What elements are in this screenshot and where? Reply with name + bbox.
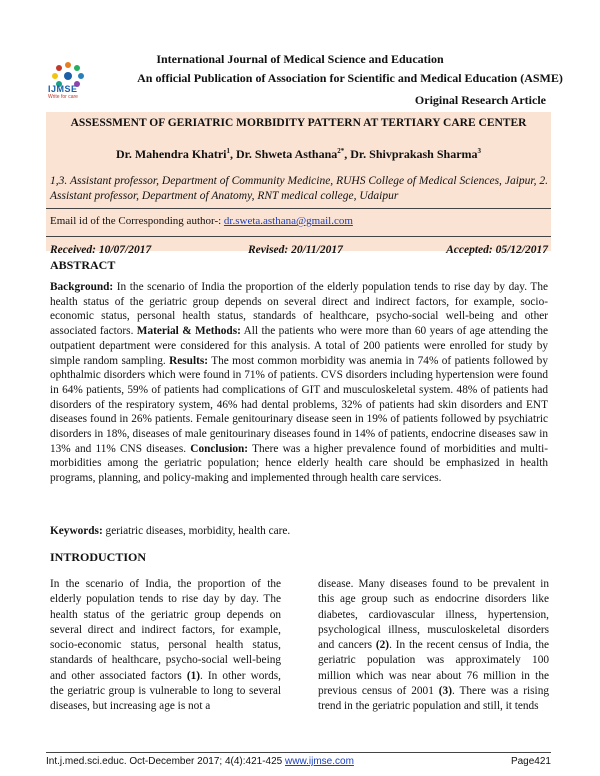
intro-column-left: [50, 577, 281, 715]
conclusion-label: Conclusion:: [190, 442, 249, 455]
author-sup: 3: [477, 147, 482, 155]
footer-divider: [46, 752, 551, 753]
intro-text: . In other words, the geriatric group is vulnerable to long to several diseases, but increasing age is not a: [50, 669, 282, 713]
intro-text: In the scenario of India, the proportion of the elderly population tends to rise day by day. The health status of the geriatric group depends on several direct and indirect factors, for example, socio-economic status, personal health status, standards of healthcare, psycho-social well-being and other associated factors: [50, 578, 281, 682]
accepted-date: Accepted: 05/12/2017: [446, 244, 548, 256]
conclusion-text: There was a higher prevalence found of morbidities and multi-morbidities among the geriatric population; hence elderly health care should be emphasized in health programs, planning, and policy-making and implemented through health care services.: [50, 442, 548, 485]
background-text: In the scenario of India the proportion of the elderly population tends to rise day by day. The health status of the geriatric group depends on several direct and indirect factors, for example, socio-economic status, personal health status, standards of healthcare, psycho-social well-being and other associated factors.: [50, 281, 548, 338]
methods-label: Material & Methods:: [136, 325, 241, 338]
divider: [46, 208, 551, 209]
citation-ref: (2): [375, 639, 390, 652]
keywords-text: geriatric diseases, morbidity, health care.: [102, 525, 291, 537]
keywords-label: Keywords:: [50, 525, 103, 537]
email-label: Email id of the Corresponding author-:: [50, 215, 224, 227]
journal-subtitle: An official Publication of Association for Scientific and Medical Education (ASME): [137, 71, 563, 85]
page-number: Page421: [510, 756, 551, 767]
author-name: Dr. Mahendra Khatri: [115, 147, 227, 161]
abstract-heading: ABSTRACT: [50, 258, 116, 272]
results-text: The most common morbidity was anemia in 74% of patients followed by ophthalmic disorders which were found in 71% of patients. CVS disorders including hypertension were found in 64% patients, 59% of patients had complications of GIT and musculoskeletal system. 48% of patients had disorders of the respiratory system, 46% had dental problems, 32% of patients had skin disorders and ENT diseases found in 26% patients. Female genitourinary disease seen in 19% of patients followed by psychiatric disorders in 18%, diseases of male genitourinary diseases found in 14% of patients, endocrine diseases saw in 13% and 11% CNS diseases.: [50, 354, 548, 455]
citation-ref: (1): [186, 669, 201, 682]
author-sup: 1: [226, 147, 231, 155]
background-label: Background:: [50, 281, 114, 293]
footer-citation: Int.j.med.sci.educ. Oct-December 2017; 4(4):421-425: [46, 756, 286, 767]
methods-text: All the patients who were more than 60 years of age attending the outpatient department were considered for this analysis. A total of 200 patients were enrolled for study by simple random sampling.: [50, 325, 548, 367]
footer-url-link[interactable]: www.ijmse.com: [285, 756, 354, 767]
intro-text: . In the recent census of India, the geriatric population was approximately 100 million which was near about 76 million in the previous census of 2001: [318, 639, 549, 698]
divider: [46, 236, 551, 237]
received-date: Received: 10/07/2017: [50, 244, 152, 256]
author-name: Dr. Shweta Asthana: [236, 147, 338, 161]
revised-date: Revised: 20/11/2017: [248, 244, 343, 256]
results-label: Results:: [169, 354, 209, 367]
article-title: ASSESSMENT OF GERIATRIC MORBIDITY PATTERN AT TERTIARY CARE CENTER: [70, 117, 527, 129]
author-name: Dr. Shivprakash Sharma: [350, 147, 478, 161]
author-sup: 2*: [337, 147, 345, 155]
author-list: Dr. Mahendra Khatri$^1$, Dr. Shweta Asthana$^{2*}$, Dr. Shivprakash Sharma$^3$: [115, 147, 482, 161]
corresponding-email: [50, 215, 353, 227]
logo-tagline: Write for care: [48, 94, 78, 100]
article-type: Original Research Article: [414, 93, 546, 107]
keywords: [50, 525, 290, 537]
introduction-heading: INTRODUCTION: [50, 550, 147, 564]
intro-column-right: [318, 577, 549, 715]
intro-text: . There was a rising trend in the geriatric population and still, it tends: [318, 685, 549, 713]
abstract-body: [50, 280, 548, 486]
logo-text: IJMSE: [48, 84, 78, 94]
intro-text: disease. Many diseases found to be prevalent in this age group such as endocrine disorders like diabetes, cardiovascular illness, hypertension, psychological illness, musculoskeletal disorders and cancers: [318, 578, 549, 652]
page-footer: [46, 756, 551, 767]
journal-title: International Journal of Medical Science and Education: [156, 52, 444, 66]
citation-ref: (3): [438, 685, 452, 698]
email-link[interactable]: dr.sweta.asthana@gmail.com: [223, 215, 353, 227]
affiliations: 1,3. Assistant professor, Department of Community Medicine, RUHS College of Medical Sciences, Jaipur, 2. Assistant professor, Department of Anatomy, RNT medical college, Udaipur: [50, 175, 548, 202]
